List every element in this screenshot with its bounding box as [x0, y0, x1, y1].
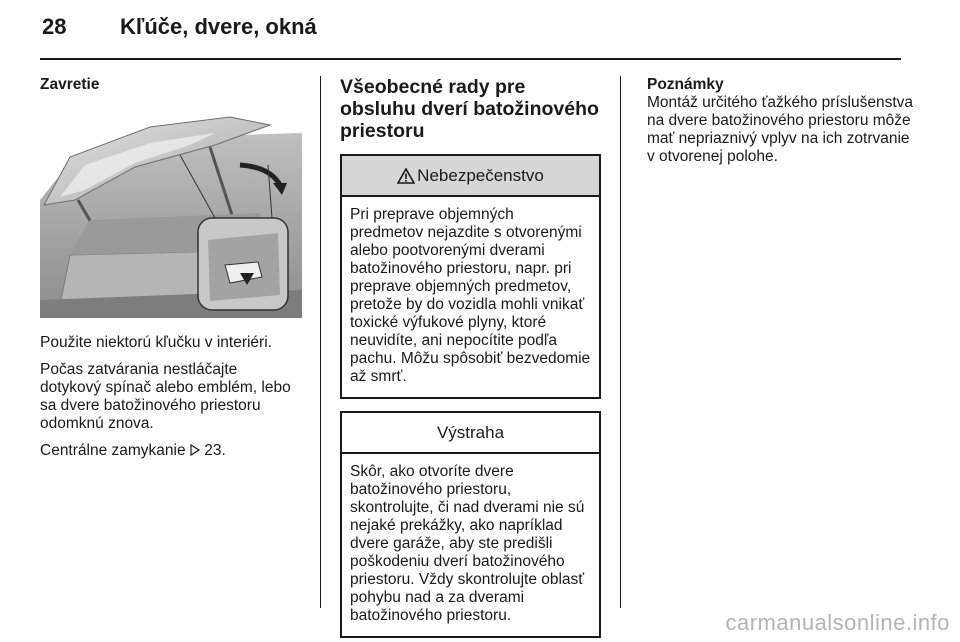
column-3	[647, 76, 917, 166]
note-body: Montáž určitého ťažkého príslušenstva na dvere batožinového priestoru môže mať nepriaznivý vplyv na ich zotrvanie v otvorenej polohe.	[647, 94, 914, 165]
column-1	[40, 76, 302, 460]
page-title: Kľúče, dvere, okná	[120, 14, 317, 39]
page-number: 28	[42, 14, 67, 39]
warning-triangle-icon	[397, 168, 415, 184]
paragraph-do-not-press: Počas zatvárania nestláčajte dotykový spínač alebo emblém, lebo sa dvere batožinového priestoru odomknú znova.	[40, 361, 291, 432]
danger-box-title: Nebezpečenstvo	[417, 165, 544, 185]
section-title-general-advice: Všeobecné rady pre obsluhu dverí batožinového priestoru	[340, 76, 599, 142]
page-reference-arrow-icon	[190, 444, 200, 456]
subheading-closing: Zavretie	[40, 76, 100, 93]
danger-box-body: Pri preprave objemných predmetov nejazdite s otvorenými alebo pootvorenými dverami batožinového priestoru, napr. pri preprave objemných predmetov, pretože by do vozidla mohli vnikať toxické výfukové plyny, ktoré neuvidíte, ani nepocítite podľa pachu. Môžu spôsobiť bezvedomie až smrť.	[350, 206, 591, 385]
column-divider-2	[620, 76, 621, 608]
caution-box	[340, 411, 601, 638]
caution-box-header	[342, 413, 599, 454]
tailgate-illustration	[40, 105, 302, 318]
caution-box-title: Výstraha	[436, 422, 505, 442]
column-2	[340, 76, 602, 638]
paragraph-use-handle: Použite niektorú kľučku v interiéri.	[40, 334, 272, 351]
danger-box-header	[342, 156, 599, 197]
danger-box	[340, 154, 601, 399]
caution-box-body: Skôr, ako otvoríte dvere batožinového priestoru, skontrolujte, či nad dverami nie sú nejaké prekážky, ako napríklad dvere garáže, aby ste predišli poškodeniu dverí batožinového priestoru. Vždy skontrolujte oblasť pohybu nad a za dverami batožinového priestoru.	[350, 463, 585, 624]
column-divider-1	[320, 76, 321, 608]
page-header	[42, 14, 317, 40]
paragraph-central-locking	[40, 442, 302, 460]
watermark: carmanualsonline.info	[725, 610, 950, 635]
central-locking-page-ref[interactable]: 23.	[204, 442, 226, 459]
header-rule	[40, 58, 901, 60]
note-title: Poznámky	[647, 76, 724, 93]
central-locking-text: Centrálne zamykanie	[40, 442, 190, 459]
